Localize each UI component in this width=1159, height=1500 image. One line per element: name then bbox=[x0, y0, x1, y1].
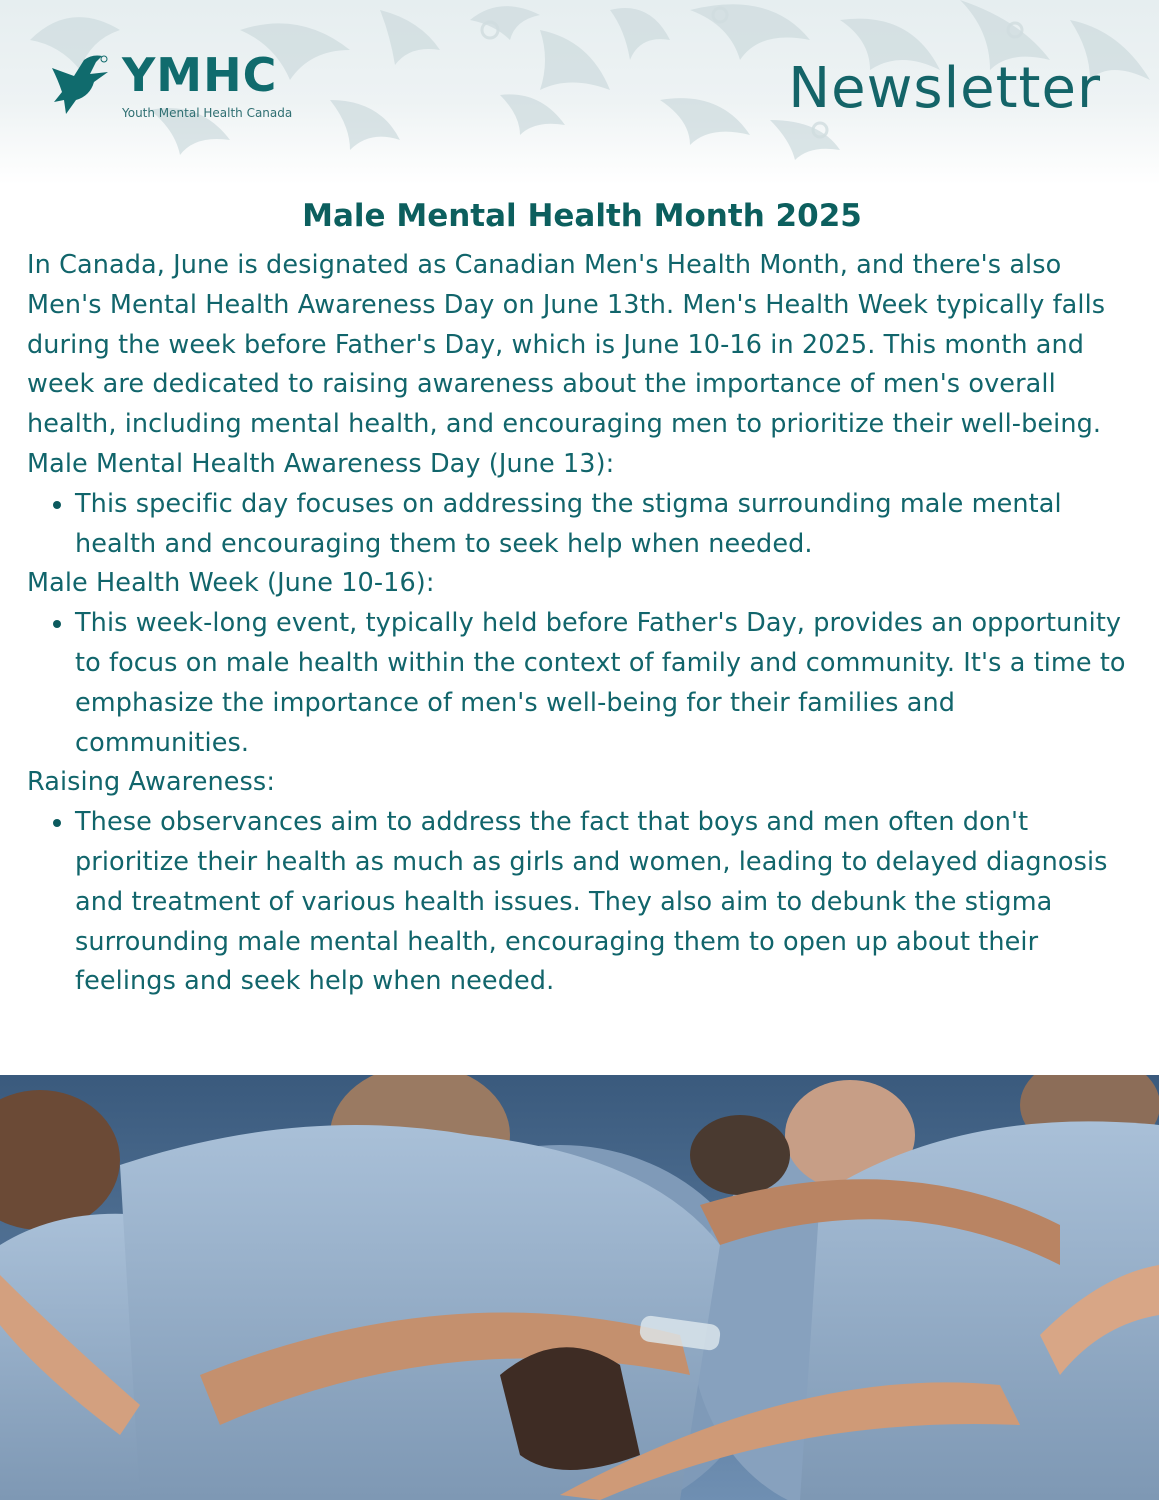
newsletter-title: Newsletter bbox=[788, 56, 1101, 121]
bullet-list bbox=[27, 485, 1137, 565]
logo[interactable] bbox=[50, 48, 310, 122]
section-heading-raising-awareness: Raising Awareness: bbox=[27, 767, 276, 798]
page-title: Male Mental Health Month 2025 bbox=[302, 198, 862, 234]
bullet-list bbox=[27, 803, 1137, 1002]
logo-subtitle: Youth Mental Health Canada bbox=[122, 106, 293, 120]
logo-text: YMHC bbox=[122, 48, 278, 102]
section-heading-awareness-day: Male Mental Health Awareness Day (June 13): bbox=[27, 448, 615, 479]
section-heading-health-week: Male Health Week (June 10-16): bbox=[27, 568, 435, 599]
intro-paragraph: In Canada, June is designated as Canadian Men's Health Month, and there's also Men's Mental Health Awareness Day on June 13th. Men's Health Week typically falls during the week before Father's Day, which is June 10-16 in 2025. This month and week are dedicated to raising awareness about the importance of men's overall health, including mental health, and encouraging men to prioritize their well-being. bbox=[27, 250, 1106, 440]
list-item: • This week-long event, typically held before Father's Day, provides an opportunity to focus on male health within the context of family and community. It's a time to emphasize the importance of men's well-being for their families and communities. bbox=[75, 604, 1137, 763]
article bbox=[27, 198, 1137, 1002]
list-item: • These observances aim to address the fact that boys and men often don't prioritize their health as much as girls and women, leading to delayed diagnosis and treatment of various health issues. They also aim to debunk the stigma surrounding male mental health, encouraging them to open up about their feelings and seek help when needed. bbox=[75, 803, 1137, 1002]
list-item: • This specific day focuses on addressing the stigma surrounding male mental health and encouraging them to seek help when needed. bbox=[75, 485, 1137, 565]
header bbox=[0, 0, 1159, 185]
bullet-list bbox=[27, 604, 1137, 763]
bird-logo-icon bbox=[50, 54, 114, 116]
group-hug-photo bbox=[0, 1075, 1159, 1500]
